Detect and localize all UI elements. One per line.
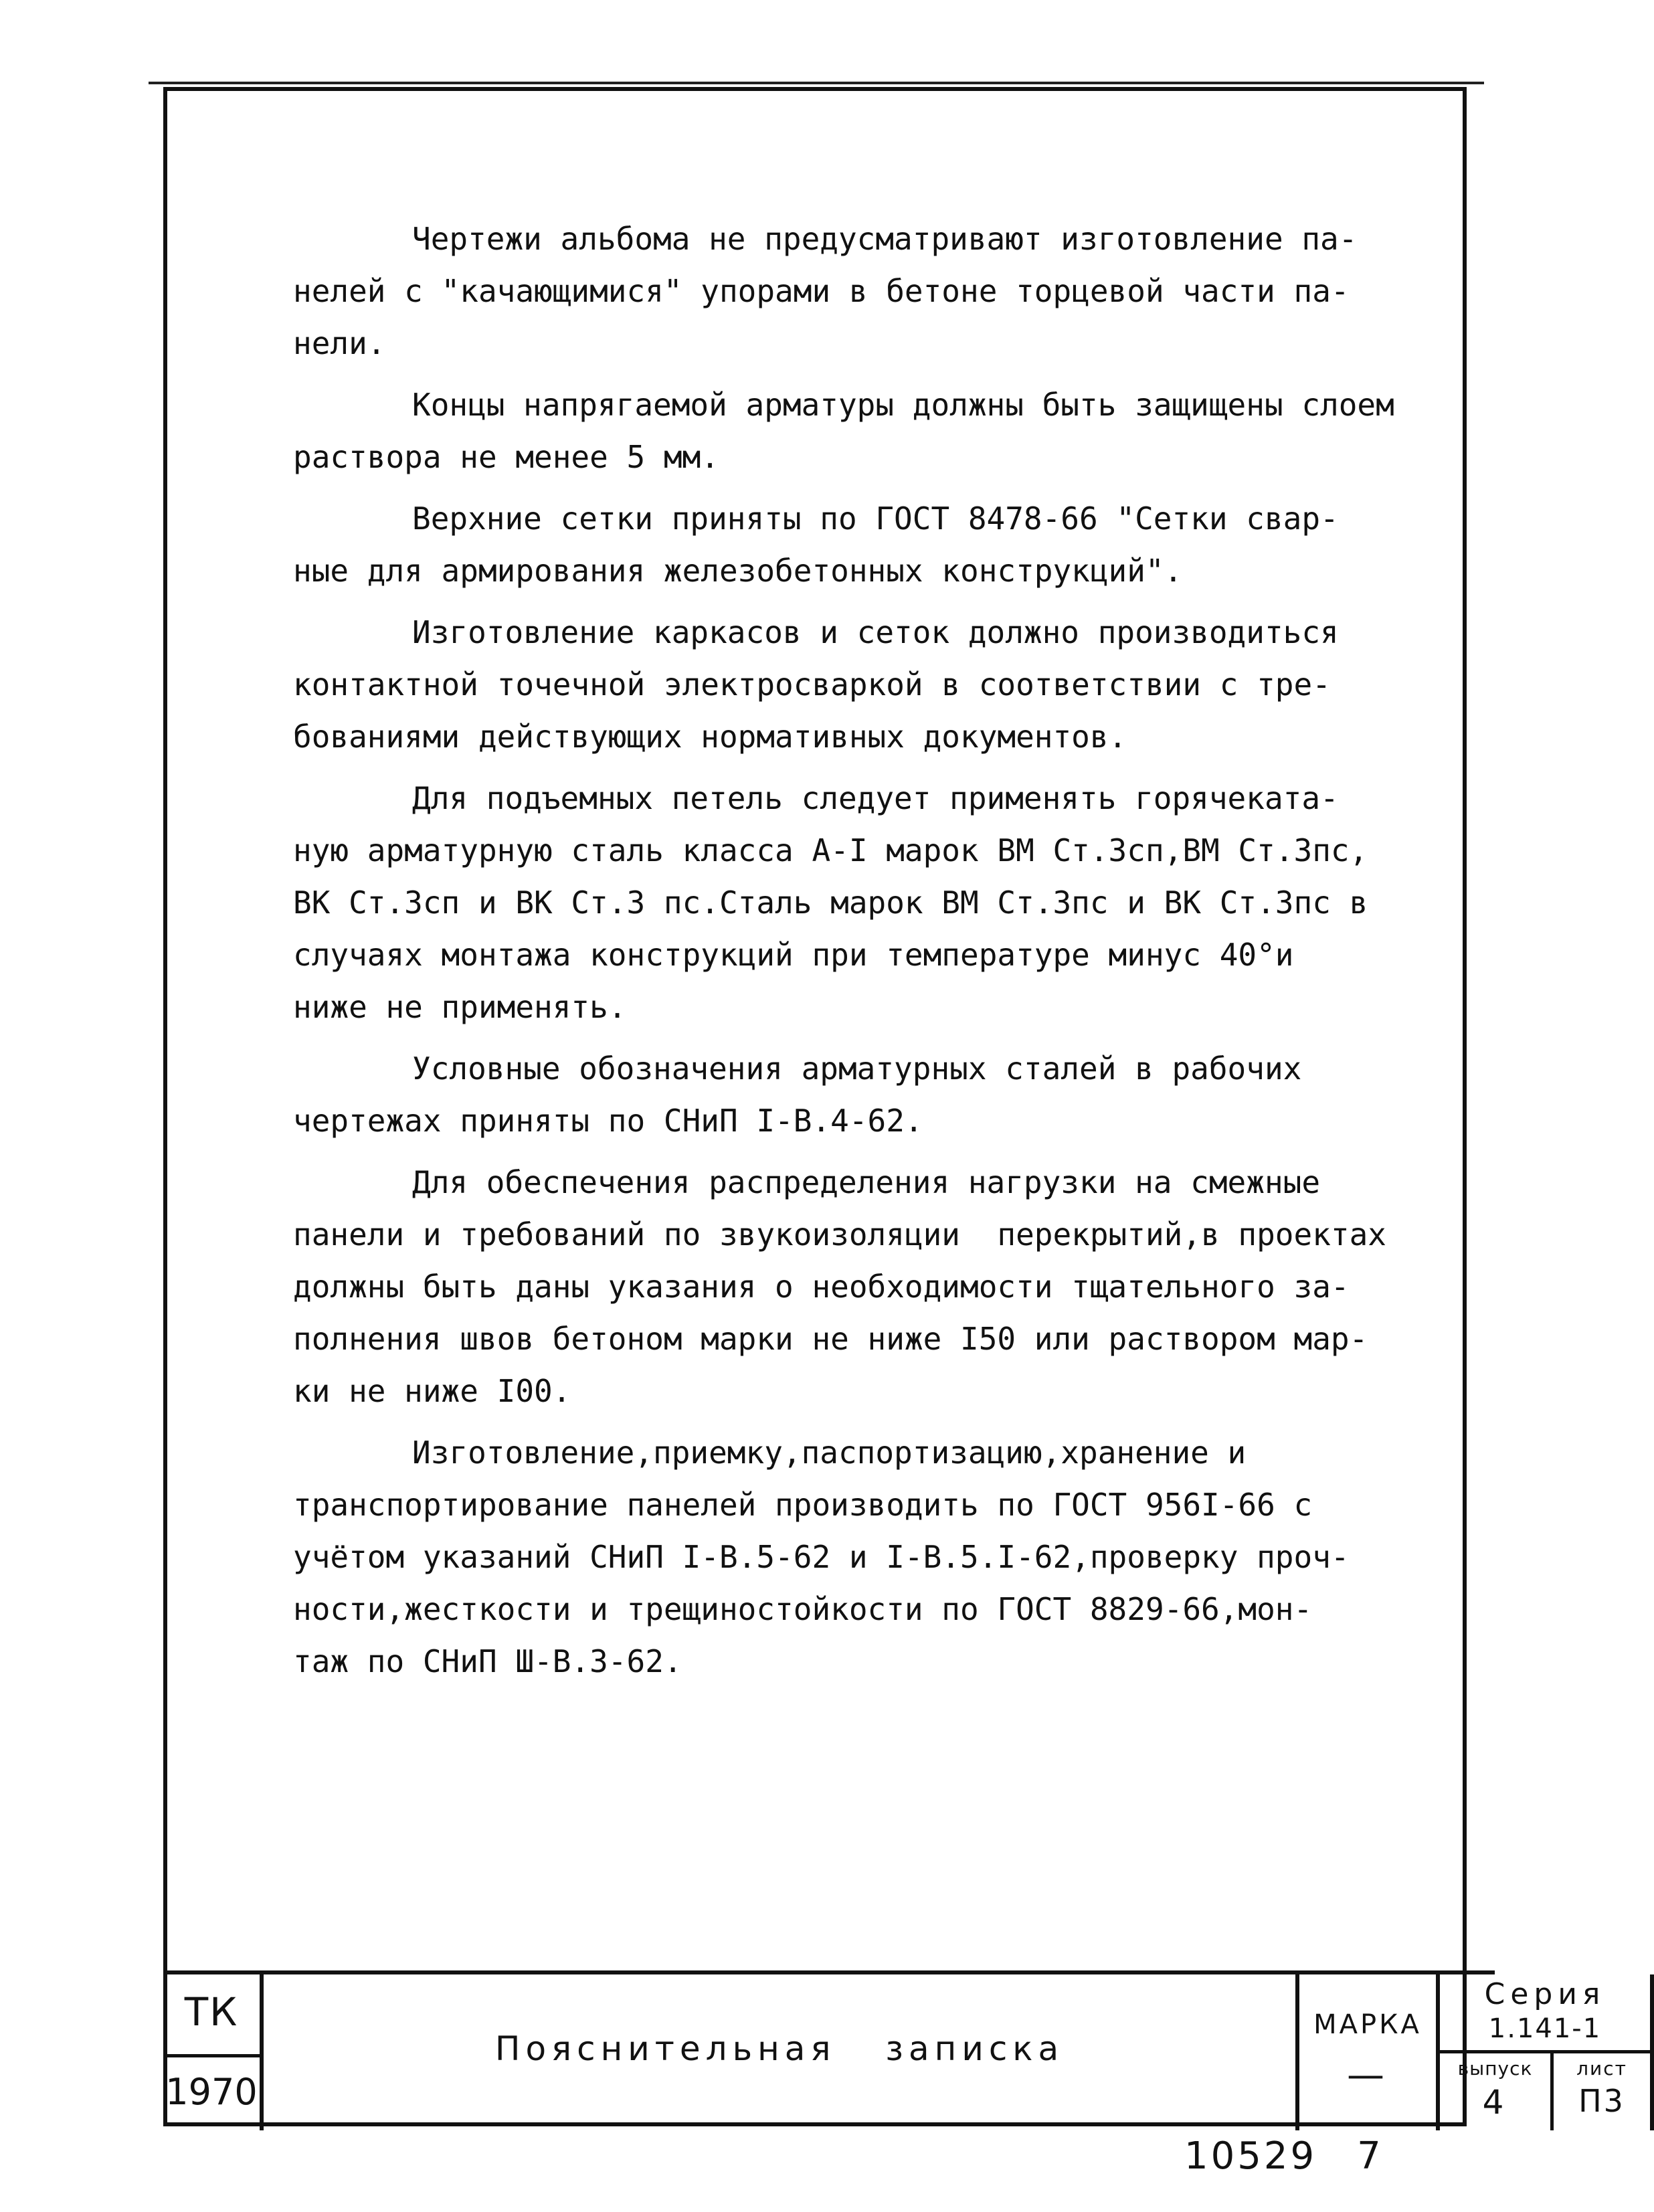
text-line: таж по СНиП Ш-В.3-62. [293,1643,682,1679]
list-label: лист [1576,2057,1627,2080]
document-title: Пояснительная записка [494,2029,1065,2068]
year: 1970 [165,2071,258,2113]
vypusk-value: 4 [1482,2083,1508,2122]
vypusk-label: выпуск [1457,2057,1533,2080]
paragraph [293,1156,1457,1417]
paragraph [293,492,1457,597]
text-line: Для подъемных петель следует применять горячеката- [412,780,1339,816]
text-line: транспортирование панелей производить по ГОСТ 956I-66 с [293,1487,1313,1523]
text-line: Изготовление,приемку,паспортизацию,хранение и [412,1435,1247,1471]
paragraph [293,772,1457,1033]
list-value: П3 [1578,2083,1625,2119]
text-line: ниже не применять. [293,989,627,1025]
title-block-year [163,2057,264,2130]
text-line: ности,жесткости и трещиностойкости по ГОСТ 8829-66,мон- [293,1591,1313,1627]
explanatory-note-text [293,213,1457,1697]
title-block-marka [1299,1974,1440,2130]
text-line: ки не ниже I00. [293,1373,571,1409]
inventory-number: 10529 [1184,2134,1317,2178]
text-line: нелей с "качающимися" упорами в бетоне торцевой части па- [293,273,1350,309]
text-line: контактной точечной электросваркой в соответствии с тре- [293,666,1331,703]
organization-code: ТК [184,1989,239,2035]
page-number: 7 [1357,2134,1384,2178]
text-line: случаях монтажа конструкций при температуре минус 40°и [293,937,1294,973]
title-block-series [1440,1974,1654,2053]
marka-label: МАРКА [1313,2009,1422,2040]
text-line: бованиями действующих нормативных документов. [293,719,1127,755]
title-block-vypusk [1440,2053,1554,2130]
page-footer [1184,2134,1384,2178]
text-line: ную арматурную сталь класса А-I марок ВМ Ст.3сп,ВМ Ст.3пс, [293,832,1368,868]
text-line: полнения швов бетоном марки не ниже I50 или раствором мар- [293,1321,1368,1357]
text-line: чертежах приняты по СНиП I-В.4-62. [293,1103,923,1139]
text-line: Условные обозначения арматурных сталей в рабочих [412,1050,1302,1087]
paragraph [293,1042,1457,1147]
text-line: должны быть даны указания о необходимости тщательного за- [293,1269,1350,1305]
text-line: раствора не менее 5 мм. [293,439,719,475]
paragraph [293,606,1457,763]
series-value: 1.141-1 [1488,2013,1602,2044]
text-line: Концы напрягаемой арматуры должны быть защищены слоем [412,387,1394,423]
paragraph [293,379,1457,483]
title-block [163,1970,1627,2126]
text-line: Верхние сетки приняты по ГОСТ 8478-66 "Сетки свар- [412,500,1339,537]
paragraph [293,1426,1457,1687]
series-label: Серия [1484,1977,1606,2011]
text-line: Для обеспечения распределения нагрузки на смежные [412,1164,1321,1200]
text-line: учётом указаний СНиП I-В.5-62 и I-В.5.I-62,проверку проч- [293,1539,1350,1575]
text-line: нели. [293,325,386,361]
text-line: ВК Ст.3сп и ВК Ст.3 пс.Сталь марок ВМ Ст.3пс и ВК Ст.3пс в [293,885,1368,921]
marka-value: — [1347,2053,1388,2097]
text-line: ные для армирования железобетонных конструкций". [293,553,1183,589]
title-block-title [264,1974,1299,2130]
text-line: Изготовление каркасов и сеток должно производиться [412,614,1339,650]
title-block-organization [163,1974,264,2057]
title-block-list [1554,2053,1654,2130]
paragraph [293,213,1457,369]
text-line: панели и требований по звукоизоляции перекрытий,в проектах [293,1216,1386,1253]
text-line: Чертежи альбома не предусматривают изготовление па- [412,221,1358,257]
sheet-top-line [149,82,1484,84]
